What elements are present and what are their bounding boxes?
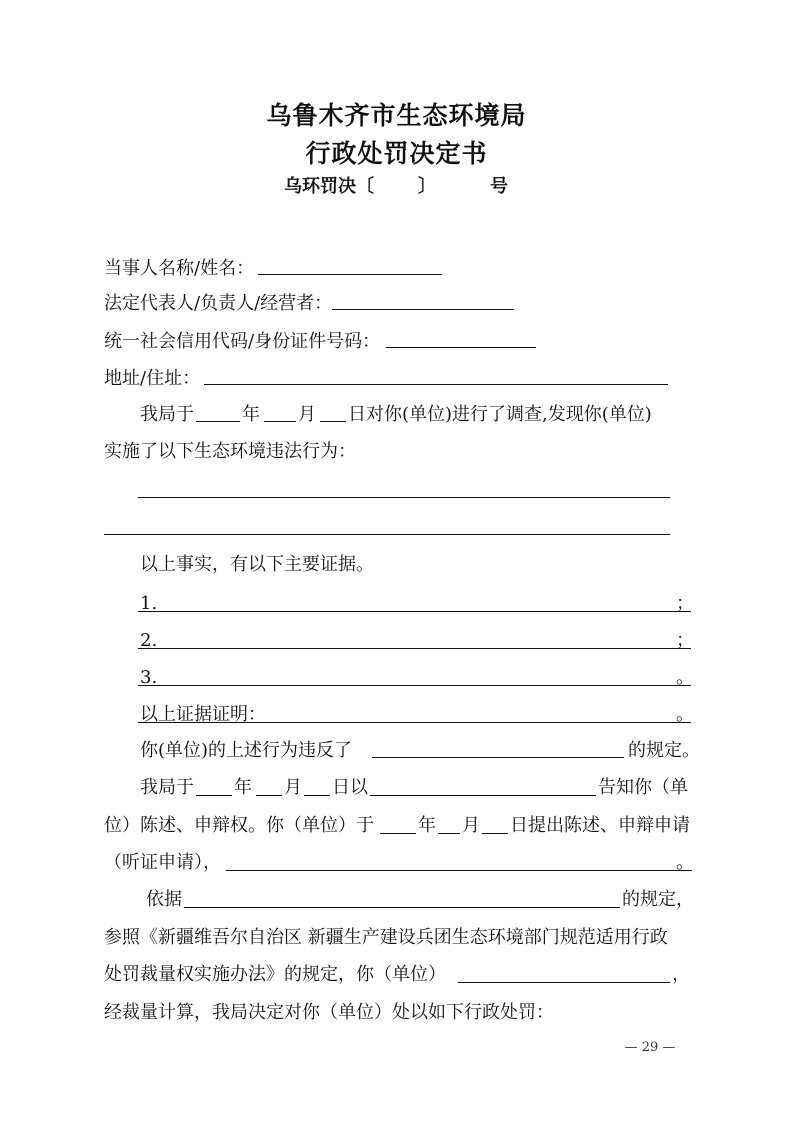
basis-line2: 参照《新疆维吾尔自治区 新疆生产建设兵团生态环境部门规范适用行政 <box>104 927 668 948</box>
docnum-suffix: 号 <box>490 176 508 197</box>
evidence-item-3-num: 3. <box>140 667 158 688</box>
document-title: 行政处罚决定书 <box>305 139 488 168</box>
legal-rep-label: 法定代表人/负责人/经营者： <box>104 293 333 314</box>
evidence-proved-label: 以上证据证明： <box>140 704 266 725</box>
address-label: 地址/住址： <box>104 368 201 389</box>
notice-line2: 位）陈述、申辩权。你（单位）于 <box>104 815 374 836</box>
violation-statement: 你(单位)的上述行为违反了 <box>140 740 353 761</box>
violated-regulation-blank[interactable] <box>372 757 624 758</box>
investigation-year-blank[interactable] <box>196 421 240 422</box>
notice-day-by: 日以 <box>332 777 368 798</box>
investigation-month: 月 <box>298 404 316 425</box>
statement-year: 年 <box>418 815 436 836</box>
evidence-item-1-semicolon: ； <box>676 593 694 614</box>
basis-line3: 处罚裁量权实施办法》的规定，你（单位） <box>104 964 446 985</box>
penalty-decision-line: 经裁量计算，我局决定对你（单位）处以如下行政处罚： <box>104 1002 554 1023</box>
page-number: — 29 — <box>624 1040 676 1055</box>
notice-year: 年 <box>234 777 252 798</box>
notice-year-blank[interactable] <box>196 795 232 796</box>
investigation-day-blank[interactable] <box>320 421 346 422</box>
investigation-text: 我局于 <box>140 404 194 425</box>
evidence-proved-blank[interactable] <box>138 722 691 723</box>
statement-day-submit: 日提出陈述、申辩申请 <box>510 815 690 836</box>
statement-day-blank[interactable] <box>482 833 508 834</box>
violation-intro: 实施了以下生态环境违法行为： <box>104 441 356 462</box>
evidence-item-1-num: 1. <box>140 593 158 614</box>
investigation-month-blank[interactable] <box>264 421 296 422</box>
org-title: 乌鲁木齐市生态环境局 <box>266 101 527 130</box>
evidence-item-3-period: 。 <box>676 667 694 688</box>
evidence-item-2-num: 2. <box>140 630 158 651</box>
basis-regulation-blank[interactable] <box>184 907 620 908</box>
address-blank[interactable] <box>204 384 668 385</box>
basis-prefix: 依据 <box>146 889 182 910</box>
credit-code-label: 统一社会信用代码/身份证件号码： <box>104 331 381 352</box>
evidence-item-2-blank[interactable] <box>138 648 691 649</box>
notice-text: 我局于 <box>140 777 194 798</box>
violation-blank-1[interactable] <box>138 497 670 498</box>
hearing-request-period: 。 <box>676 852 694 873</box>
violation-blank-2[interactable] <box>104 534 670 535</box>
statement-month-blank[interactable] <box>438 833 460 834</box>
notice-day-blank[interactable] <box>304 795 330 796</box>
statement-year-blank[interactable] <box>380 833 416 834</box>
evidence-item-2-semicolon: ； <box>676 630 694 651</box>
discretion-blank[interactable] <box>458 982 670 983</box>
notice-month-blank[interactable] <box>256 795 282 796</box>
violation-suffix: 的规定。 <box>628 740 700 761</box>
credit-code-blank[interactable] <box>386 347 536 348</box>
basis-line3-comma: ， <box>672 964 690 985</box>
evidence-item-3-blank[interactable] <box>138 685 691 686</box>
docnum-close: 〕 <box>418 176 436 197</box>
basis-suffix: 的规定， <box>622 889 694 910</box>
docnum-prefix: 乌环罚决〔 <box>284 176 374 197</box>
notice-document-blank[interactable] <box>370 795 596 796</box>
notice-month: 月 <box>284 777 302 798</box>
hearing-request-blank[interactable] <box>226 870 692 871</box>
investigation-year: 年 <box>242 404 260 425</box>
evidence-item-1-blank[interactable] <box>138 611 691 612</box>
evidence-proved-period: 。 <box>676 704 694 725</box>
hearing-request-label: （听证申请）， <box>104 852 221 873</box>
investigation-finding: 日对你(单位)进行了调查,发现你(单位) <box>348 404 652 425</box>
legal-rep-blank[interactable] <box>332 309 514 310</box>
evidence-intro: 以上事实，有以下主要证据。 <box>140 554 374 575</box>
party-name-blank[interactable] <box>258 274 442 275</box>
notice-inform: 告知你（单 <box>598 777 688 798</box>
statement-month: 月 <box>462 815 480 836</box>
party-name-label: 当事人名称/姓名： <box>104 258 255 279</box>
